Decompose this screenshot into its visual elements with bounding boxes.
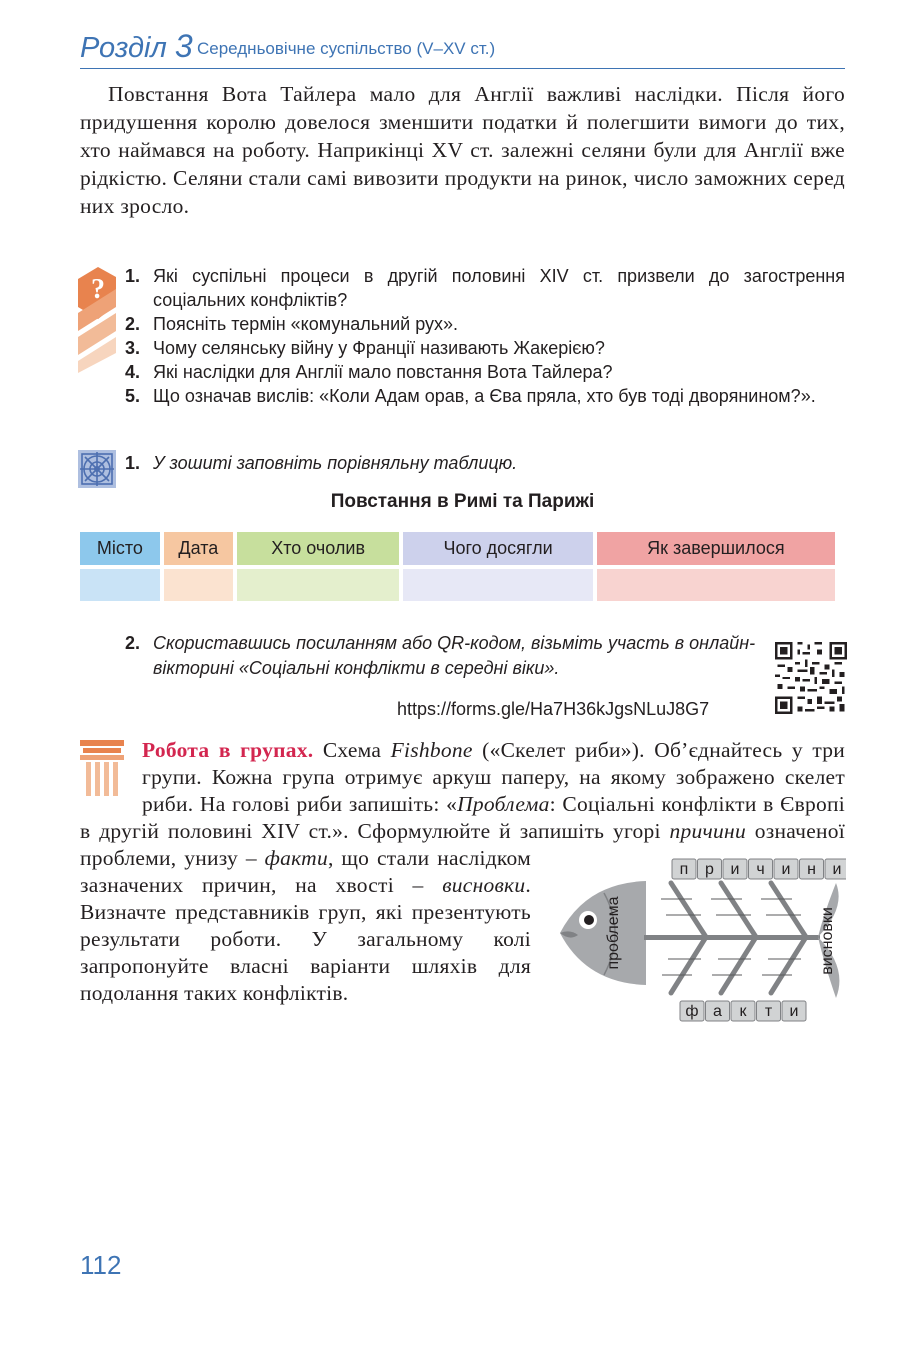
causes-letter: и <box>832 861 842 878</box>
page-number: 112 <box>80 1250 122 1280</box>
section-heading <box>80 28 193 66</box>
table-row <box>80 569 835 601</box>
question-item: 5. Що означав вислів: «Коли Адам орав, а Єва пряла, хто був тоді дворянином?». <box>125 386 816 406</box>
svg-text:?: ? <box>91 274 105 305</box>
table-cell <box>80 569 160 601</box>
review-questions <box>125 264 845 408</box>
comparison-table <box>76 528 839 605</box>
column-header-city: Місто <box>80 532 160 565</box>
table-cell <box>597 569 835 601</box>
facts-letter: ф <box>685 1003 699 1020</box>
task-1: 1. У зошиті заповніть порівняльну таблицю. <box>125 453 518 473</box>
facts-letter: а <box>713 1003 722 1020</box>
facts-letter: т <box>764 1003 773 1020</box>
ornament-task-icon <box>78 450 116 488</box>
main-paragraph: Повстання Вота Тайлера мало для Англії важливі наслідки. Після його придушення королю довелося зменшити податки й полегшити вимоги до тих, хто наймався на роботу. Наприкінці XV ст. залежні селяни були для Англії вже рідкістю. Селяни стали самі вивозити продукти на ринок, число заможних серед них зросло. <box>80 82 845 218</box>
tail-label: висновки <box>819 907 836 975</box>
header-rule <box>80 68 845 69</box>
table-cell <box>164 569 233 601</box>
section-subtitle: Середньовічне суспільство (V–XV ст.) <box>197 39 496 58</box>
question-icon <box>78 265 116 373</box>
causes-letter: и <box>781 861 791 878</box>
facts-letter: и <box>789 1003 799 1020</box>
column-header-achieved: Чого досягли <box>403 532 592 565</box>
head-label: проблема <box>605 896 622 970</box>
table-cell <box>237 569 400 601</box>
causes-letter: и <box>730 861 740 878</box>
quiz-link[interactable]: https://forms.gle/Ha7H36kJgsNLuJ8G7 <box>397 699 710 719</box>
question-item: 3. Чому селянську війну у Франції називають Жакерією? <box>125 338 605 358</box>
column-header-date: Дата <box>164 532 233 565</box>
question-item: 4. Які наслідки для Англії мало повстання Вота Тайлера? <box>125 362 613 382</box>
question-item: 2. Поясніть термін «комунальний рух». <box>125 314 459 334</box>
causes-letter: н <box>807 861 816 878</box>
column-header-ending: Як завершилося <box>597 532 835 565</box>
qr-code[interactable] <box>775 642 847 714</box>
table-cell <box>403 569 592 601</box>
group-work-text: Робота в групах. Схема Fishbone («Скелет риби»). Об’єднайтесь у три групи. Кожна група отримує аркуш паперу, на якому зображено скелет риби. На голові риби запишіть: «Проблема: Соціальні конфлікти в Європі в другій половині XIV ст.». Сформулюйте й запишіть угорі причини означеної проблеми, унизу – факти, що стали наслідком зазначених причин, на хвості – висновки. Визначте представників груп, які презентують результати роботи. У загальному колі запропонуйте власні варіанти шляхів для подолання таких конфліктів. <box>80 738 846 1005</box>
causes-letter: п <box>679 861 689 878</box>
group-work-lead: Робота в групах. <box>142 738 314 762</box>
causes-letter: ч <box>756 861 765 878</box>
question-item: 1. Які суспільні процеси в другій половині XIV ст. призвели до загострення соціальних конфліктів? <box>125 266 845 310</box>
task-2: 2. Скориставшись посиланням або QR-кодом, візьміть участь в онлайн-вікторині «Соціальні конфлікти в середні віки». <box>125 633 756 678</box>
facts-letter: к <box>739 1003 747 1020</box>
table-header-row <box>80 532 835 565</box>
causes-letter: р <box>705 861 714 878</box>
section-number: 3 <box>174 28 193 64</box>
fishbone-diagram <box>556 853 846 1028</box>
column-header-leader: Хто очолив <box>237 532 400 565</box>
section-word: Розділ <box>80 32 167 64</box>
table-title: Повстання в Римі та Парижі <box>330 491 595 512</box>
